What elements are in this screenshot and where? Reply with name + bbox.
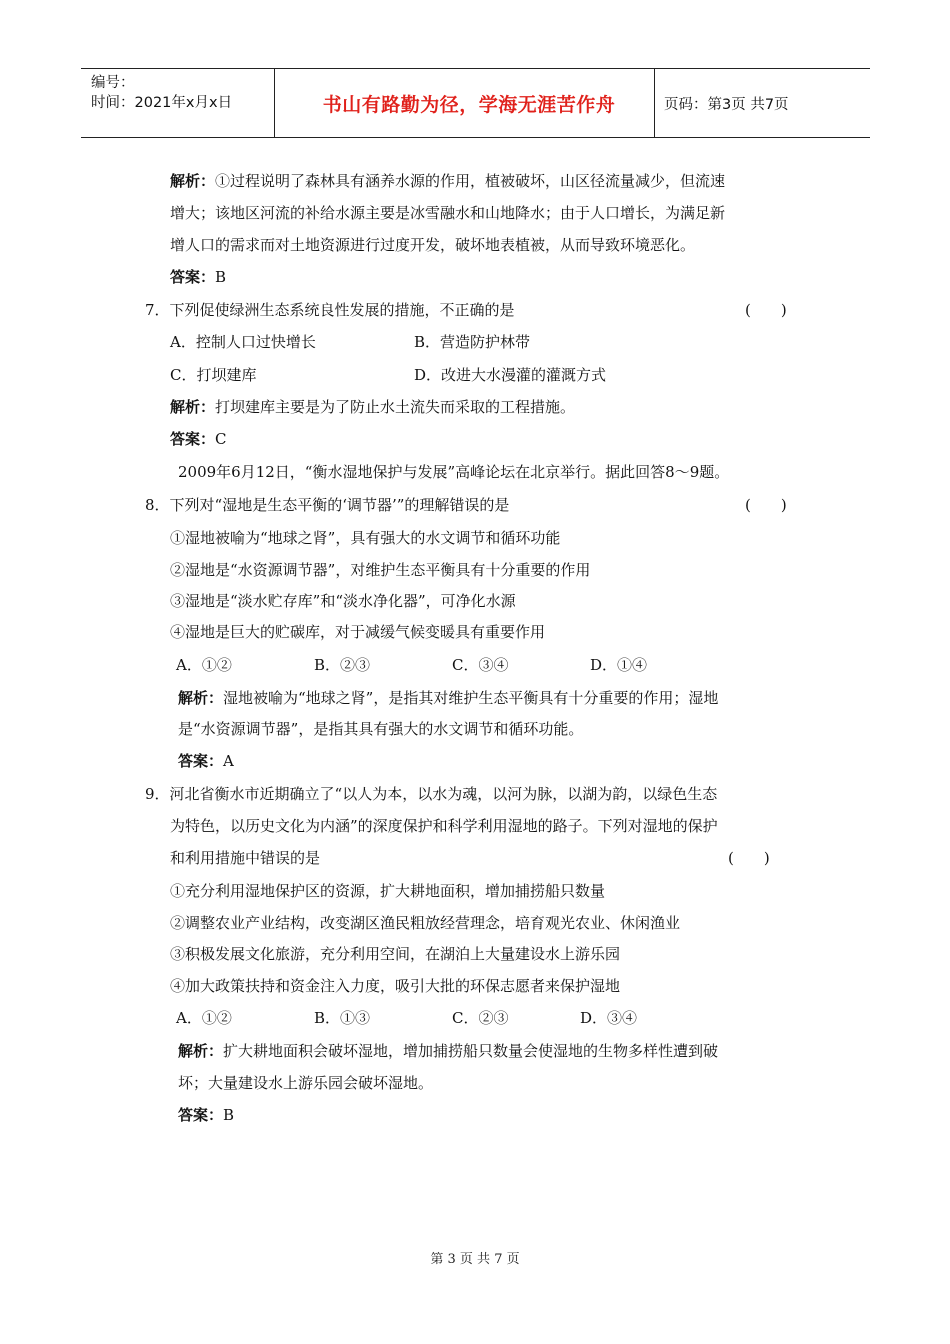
header-page-info: 页码：第3页 共7页	[664, 97, 789, 113]
explanation-line: 增人口的需求而对土地资源进行过度开发，破坏地表植被，从而导致环境恶化。	[170, 236, 696, 254]
question-stem: 和利用措施中错误的是	[170, 849, 321, 867]
statement-item: ①湿地被喻为“地球之肾”，具有强大的水文调节和循环功能	[170, 529, 561, 547]
option-b: B．①③	[314, 1009, 371, 1027]
question-stem: 9．河北省衡水市近期确立了“以人为本，以水为魂，以河为脉，以湖为韵，以绿色生态	[145, 785, 718, 803]
option-d: D．③④	[580, 1009, 638, 1027]
option-b: B．②③	[314, 656, 371, 674]
answer-label: 答案：	[178, 752, 224, 770]
answer-paren: ( )	[745, 301, 787, 319]
option-c: C．②③	[452, 1009, 509, 1027]
explanation-line: 增大；该地区河流的补给水源主要是冰雪融水和山地降水；由于人口增长，为满足新	[170, 204, 726, 222]
explanation-label: 解析：	[170, 398, 216, 416]
explanation-line: 是“水资源调节器”，是指其具有强大的水文调节和循环功能。	[178, 720, 584, 738]
header-meta	[91, 73, 232, 113]
answer-line: 答案：A	[178, 752, 234, 770]
option-a: A．①②	[176, 656, 232, 674]
explanation-line: 解析：湿地被喻为“地球之肾”，是指其对维护生态平衡具有十分重要的作用；湿地	[178, 689, 719, 707]
option-c: C．打坝建库	[170, 366, 257, 384]
statement-item: ③湿地是“淡水贮存库”和“淡水净化器”，可净化水源	[170, 592, 516, 610]
header-divider	[654, 69, 655, 137]
serial-label: 编号：	[91, 75, 135, 91]
option-a: A．①②	[176, 1009, 232, 1027]
statement-item: ②调整农业产业结构，改变湖区渔民粗放经营理念，培育观光农业、休闲渔业	[170, 914, 681, 932]
header-motto: 书山有路勤为径，学海无涯苦作舟	[322, 93, 616, 116]
option-b: B．营造防护林带	[414, 333, 531, 351]
question-stem: 8．下列对“湿地是生态平衡的‘调节器’”的理解错误的是	[145, 496, 510, 514]
answer-label: 答案：	[170, 430, 216, 448]
answer-label: 答案：	[170, 268, 216, 286]
explanation-label: 解析：	[178, 689, 224, 707]
passage-intro: 2009年6月12日，“衡水湿地保护与发展”高峰论坛在北京举行。据此回答8～9题。	[178, 463, 730, 481]
answer-paren: ( )	[745, 496, 787, 514]
statement-item: ②湿地是“水资源调节器”，对维护生态平衡具有十分重要的作用	[170, 561, 591, 579]
statement-item: ④加大政策扶持和资金注入力度，吸引大批的环保志愿者来保护湿地	[170, 977, 621, 995]
option-c: C．③④	[452, 656, 509, 674]
answer-label: 答案：	[178, 1106, 224, 1124]
question-stem: 7．下列促使绿洲生态系统良性发展的措施，不正确的是	[145, 301, 515, 319]
statement-item: ④湿地是巨大的贮碳库，对于减缓气候变暖具有重要作用	[170, 623, 546, 641]
explanation-label: 解析：	[170, 172, 216, 190]
answer-paren: ( )	[728, 849, 770, 867]
explanation-line: 坏；大量建设水上游乐园会破坏湿地。	[178, 1074, 434, 1092]
answer-line: 答案：B	[170, 268, 227, 286]
explanation-line: 解析：打坝建库主要是为了防止水土流失而采取的工程措施。	[170, 398, 576, 416]
page-header	[81, 68, 870, 138]
statement-item: ①充分利用湿地保护区的资源，扩大耕地面积，增加捕捞船只数量	[170, 882, 606, 900]
header-divider	[274, 69, 275, 137]
page-footer: 第 3 页 共 7 页	[430, 1252, 520, 1267]
statement-item: ③积极发展文化旅游，充分利用空间，在湖泊上大量建设水上游乐园	[170, 945, 621, 963]
explanation-label: 解析：	[178, 1042, 224, 1060]
explanation-line: 解析：扩大耕地面积会破坏湿地，增加捕捞船只数量会使湿地的生物多样性遭到破	[178, 1042, 719, 1060]
date-line: 时间：2021年x月x日	[91, 95, 233, 111]
explanation-line: 解析：①过程说明了森林具有涵养水源的作用，植被破坏，山区径流量减少，但流速	[170, 172, 726, 190]
answer-line: 答案：C	[170, 430, 227, 448]
answer-line: 答案：B	[178, 1106, 235, 1124]
option-d: D．改进大水漫灌的灌溉方式	[414, 366, 607, 384]
question-stem: 为特色，以历史文化为内涵”的深度保护和科学利用湿地的路子。下列对湿地的保护	[170, 817, 718, 835]
option-a: A．控制人口过快增长	[170, 333, 316, 351]
option-d: D．①④	[590, 656, 648, 674]
